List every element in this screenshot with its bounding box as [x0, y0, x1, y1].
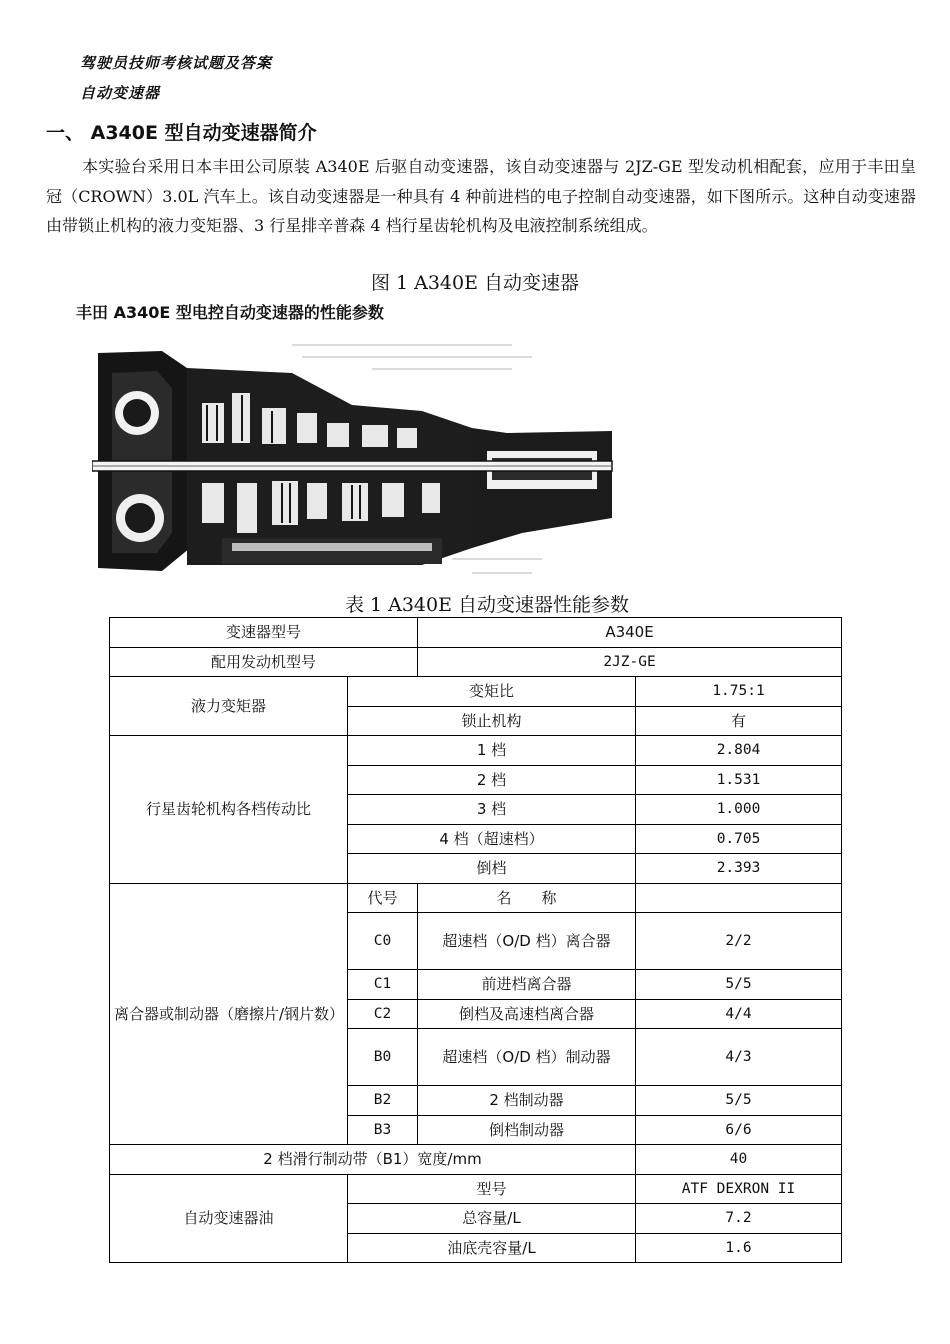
gear-ratio: 2.804 — [636, 736, 842, 766]
clutch-code: B3 — [348, 1115, 418, 1145]
gear-ratio-label: 行星齿轮机构各档传动比 — [110, 736, 348, 884]
oil-param-value: 7.2 — [636, 1204, 842, 1234]
oil-param-name: 油底壳容量/L — [348, 1233, 636, 1263]
model-value: A340E — [418, 618, 842, 648]
transmission-cutaway-image — [92, 333, 616, 583]
table-row — [110, 677, 842, 707]
param-value: 有 — [636, 706, 842, 736]
performance-subheading: 丰田 A340E 型电控自动变速器的性能参数 — [76, 303, 384, 322]
band-value: 40 — [636, 1145, 842, 1175]
intro-paragraph: 本实验台采用日本丰田公司原装 A340E 后驱自动变速器，该自动变速器与 2JZ-GE 型发动机相配套，应用于丰田皇冠（CROWN）3.0L 汽车上。该自动变速器是一种具有 4 种前进档的电子控制自动变速器，如下图所示。这种自动变速器由带锁止机构的液力变矩器、3 行星排辛普森 4 档行星齿轮机构及电液控制系统组成。 — [46, 157, 916, 235]
clutch-name: 倒档制动器 — [418, 1115, 636, 1145]
performance-table — [109, 617, 842, 1263]
table-caption: 表 1 A340E 自动变速器性能参数 — [344, 594, 630, 616]
clutch-code: C1 — [348, 970, 418, 1000]
gear-ratio: 0.705 — [636, 824, 842, 854]
oil-param-name: 型号 — [348, 1174, 636, 1204]
gear-name: 2 档 — [348, 765, 636, 795]
clutch-name: 超速档（O/D 档）制动器 — [418, 1029, 636, 1086]
clutch-code: C0 — [348, 913, 418, 970]
table-row — [110, 736, 842, 766]
clutch-name: 2 档制动器 — [418, 1086, 636, 1116]
gear-name: 4 档（超速档） — [348, 824, 636, 854]
oil-param-name: 总容量/L — [348, 1204, 636, 1234]
figure-caption: 图 1 A340E 自动变速器 — [370, 272, 580, 294]
engine-label: 配用发动机型号 — [110, 647, 418, 677]
gear-name: 3 档 — [348, 795, 636, 825]
oil-param-value: ATF DEXRON II — [636, 1174, 842, 1204]
engine-value: 2JZ-GE — [418, 647, 842, 677]
empty-cell — [636, 883, 842, 913]
gear-ratio: 1.531 — [636, 765, 842, 795]
param-name: 变矩比 — [348, 677, 636, 707]
table-row — [110, 883, 842, 913]
table-row — [110, 647, 842, 677]
clutch-label: 离合器或制动器（磨擦片/钢片数） — [110, 883, 348, 1145]
clutch-name: 倒档及高速档离合器 — [418, 999, 636, 1029]
oil-label: 自动变速器油 — [110, 1174, 348, 1263]
param-name: 锁止机构 — [348, 706, 636, 736]
header-subtitle: 自动变速器 — [80, 84, 161, 102]
clutch-name: 前进档离合器 — [418, 970, 636, 1000]
clutch-value: 5/5 — [636, 970, 842, 1000]
clutch-value: 2/2 — [636, 913, 842, 970]
name-header: 名 称 — [418, 883, 636, 913]
band-label: 2 档滑行制动带（B1）宽度/mm — [110, 1145, 636, 1175]
clutch-value: 5/5 — [636, 1086, 842, 1116]
table-row — [110, 1174, 842, 1204]
clutch-code: B2 — [348, 1086, 418, 1116]
clutch-name: 超速档（O/D 档）离合器 — [418, 913, 636, 970]
clutch-value: 4/4 — [636, 999, 842, 1029]
gear-ratio: 2.393 — [636, 854, 842, 884]
header-title: 驾驶员技师考核试题及答案 — [80, 54, 273, 72]
torque-converter-label: 液力变矩器 — [110, 677, 348, 736]
code-header: 代号 — [348, 883, 418, 913]
oil-param-value: 1.6 — [636, 1233, 842, 1263]
clutch-code: C2 — [348, 999, 418, 1029]
clutch-value: 6/6 — [636, 1115, 842, 1145]
param-value: 1.75:1 — [636, 677, 842, 707]
model-label: 变速器型号 — [110, 618, 418, 648]
clutch-value: 4/3 — [636, 1029, 842, 1086]
table-row — [110, 618, 842, 648]
gear-name: 1 档 — [348, 736, 636, 766]
section-title: 一、 A340E 型自动变速器简介 — [46, 122, 317, 144]
clutch-code: B0 — [348, 1029, 418, 1086]
table-row — [110, 1145, 842, 1175]
gear-ratio: 1.000 — [636, 795, 842, 825]
gear-name: 倒档 — [348, 854, 636, 884]
